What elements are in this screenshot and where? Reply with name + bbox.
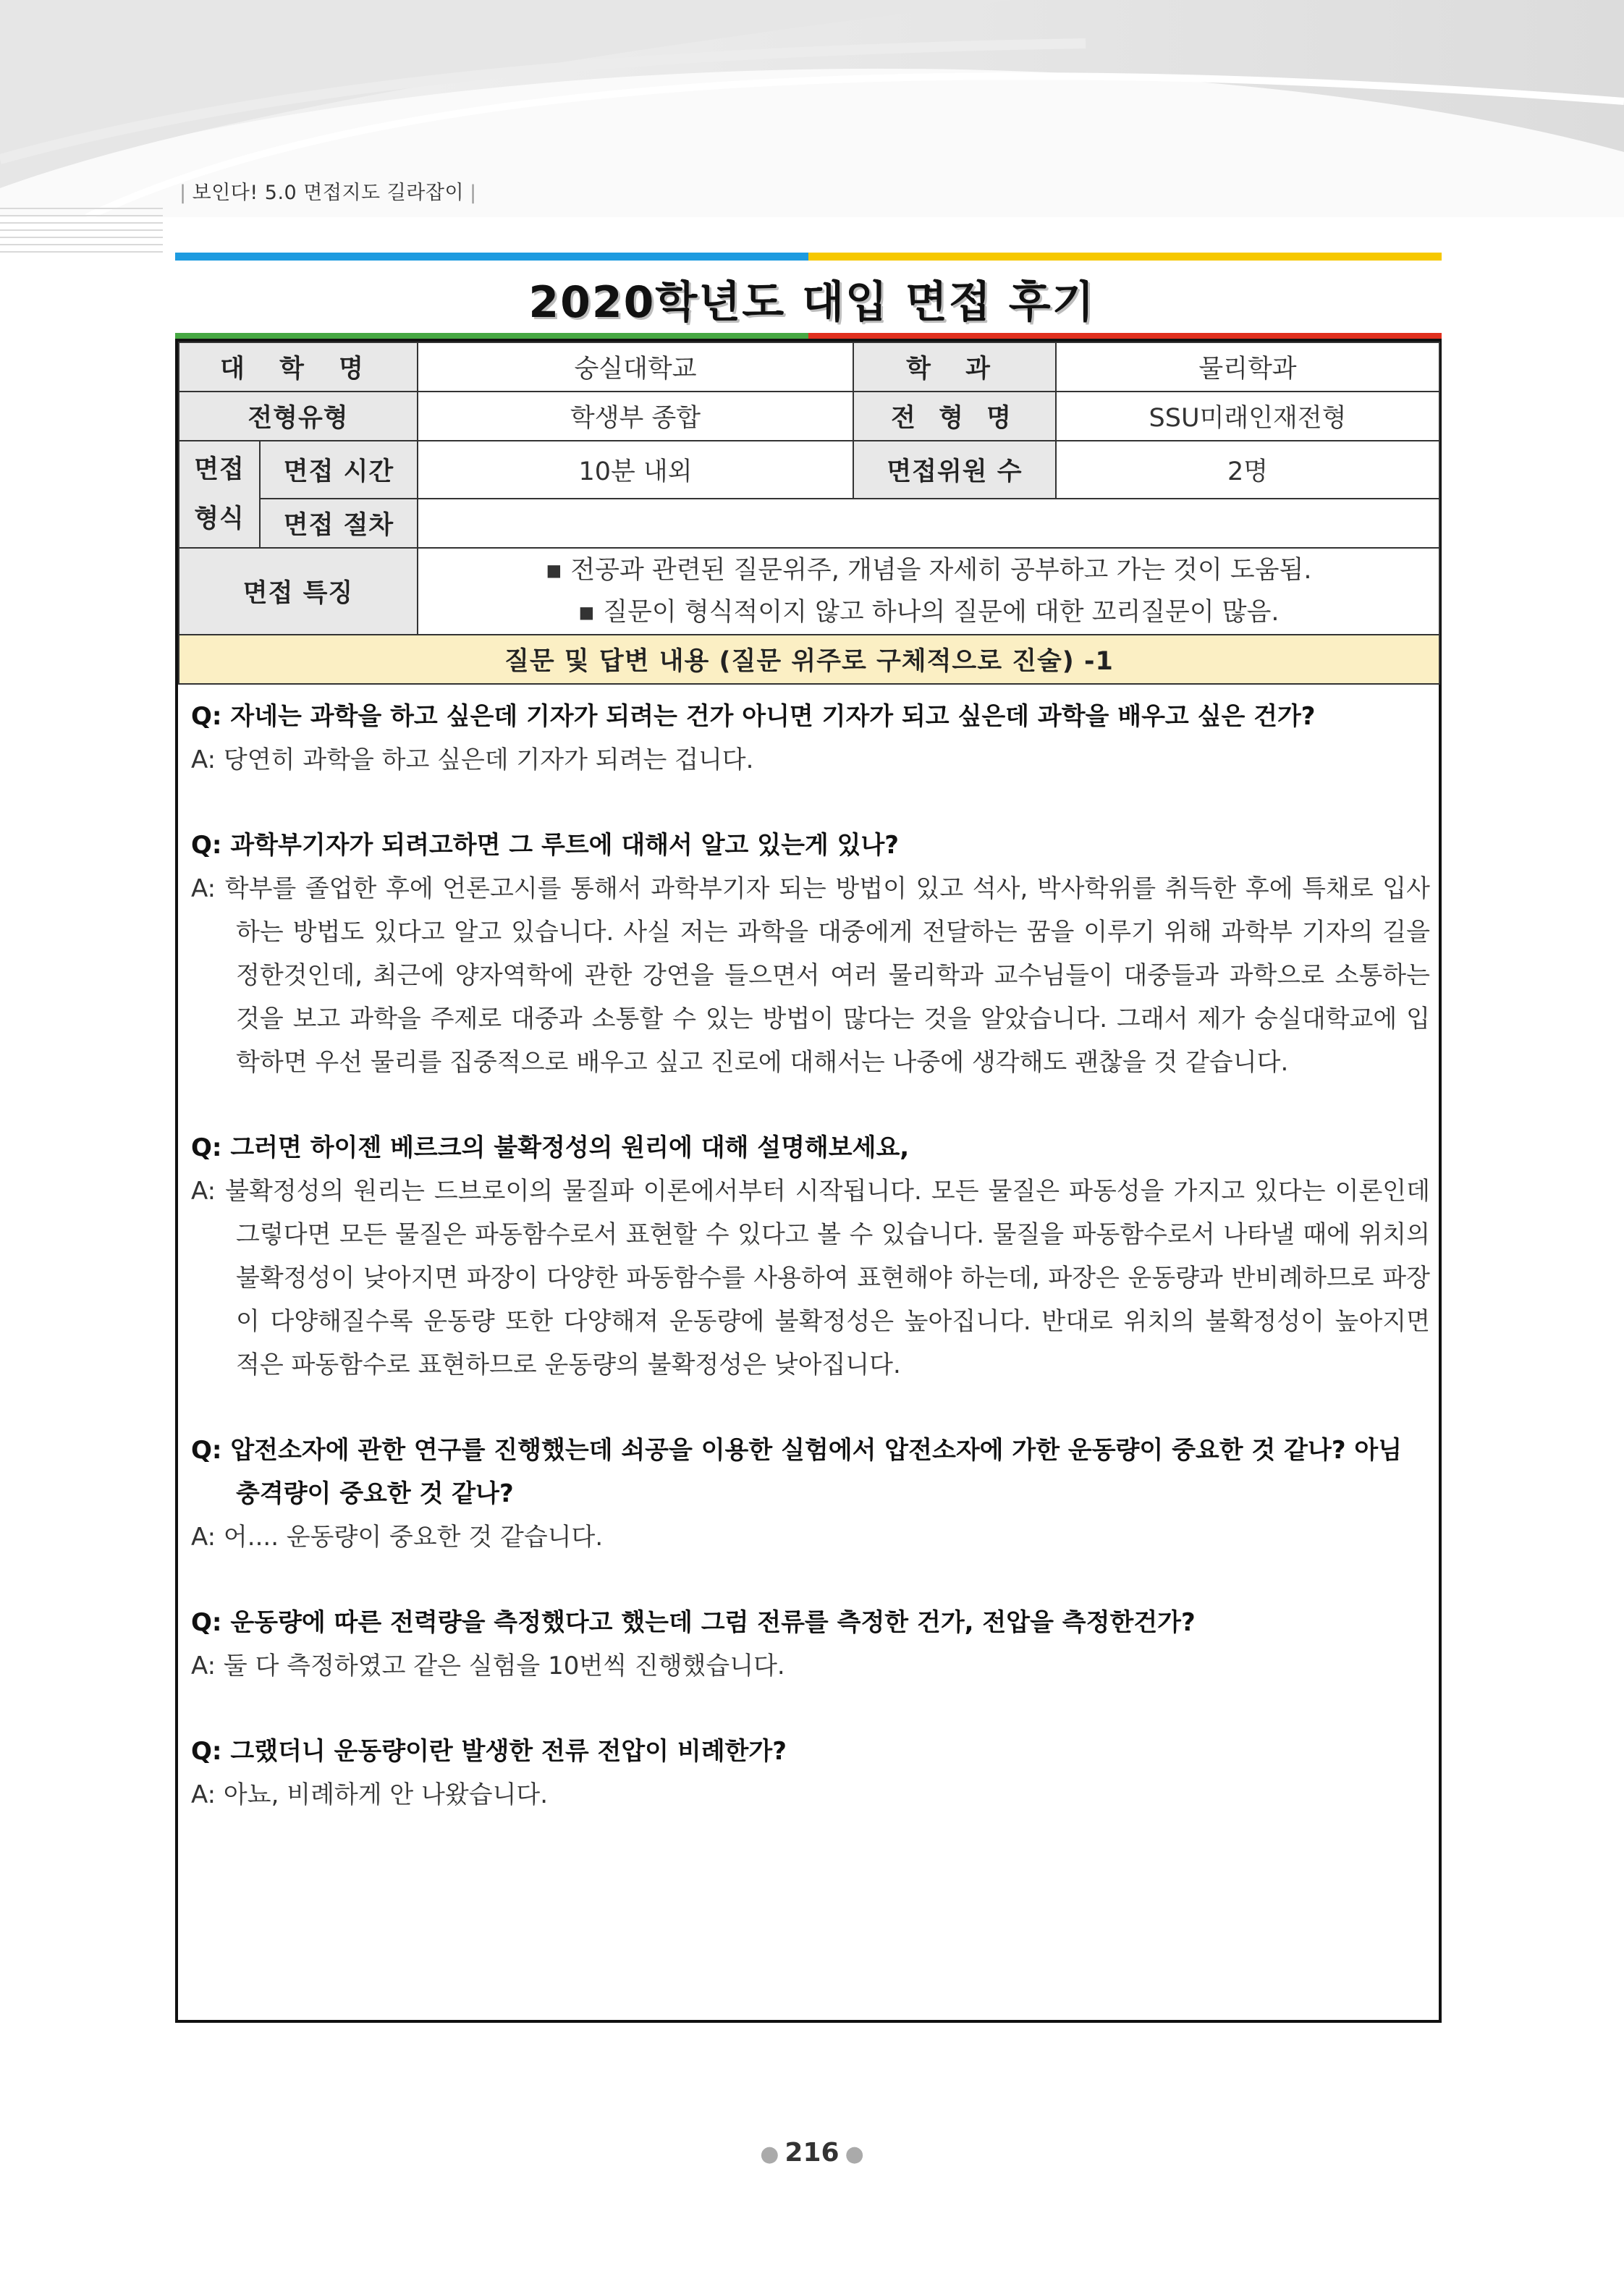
time-label: 면접 시간	[260, 441, 418, 499]
name-value: SSU미래인재전형	[1056, 392, 1439, 441]
document-title: 2020학년도 대입 면접 후기	[528, 277, 1096, 328]
color-bar-bottom	[175, 333, 1442, 339]
qa-item	[191, 695, 1430, 782]
type-label: 전형유형	[179, 392, 418, 441]
univ-label: 대 학 명	[179, 342, 418, 392]
color-bar-top	[175, 253, 1442, 261]
answer: A: 불확정성의 원리는 드브로이의 물질파 이론에서부터 시작됩니다. 모든 물질은 파동성을 가지고 있다는 이론인데 그렇다면 모든 물질은 파동함수로서 표현할 수 있다고 볼 수 있습니다. 물질을 파동함수로서 나타낼 때에 위치의 불확정성이 낮아지면 파장이 다양한 파동함수를 사용하여 표현해야 하는데, 파장은 운동량과 반비례하므로 파장이 다양해질수록 운동량 또한 다양해져 운동량에 불확정성은 높아집니다. 반대로 위치의 불확정성이 높아지면 적은 파동함수로 표현하므로 운동량의 불확정성은 낮아집니다.	[191, 1177, 1430, 1379]
format-label: 면접 형식	[179, 441, 260, 548]
question: Q: 압전소자에 관한 연구를 진행했는데 쇠공을 이용한 실험에서 압전소자에 가한 운동량이 중요한 것 같나? 아님 충격량이 중요한 것 같나?	[191, 1436, 1403, 1508]
dept-value: 물리학과	[1056, 342, 1439, 392]
qa-list	[178, 685, 1439, 1817]
question: Q: 그랬더니 운동량이란 발생한 전류 전압이 비례한가?	[191, 1737, 787, 1766]
answer: A: 학부를 졸업한 후에 언론고시를 통해서 과학부기자 되는 방법이 있고 석사, 박사학위를 취득한 후에 특채로 입사하는 방법도 있다고 알고 있습니다. 사실 저는 과학을 대중에게 전달하는 꿈을 이루기 위해 과학부 기자의 길을 정한것인데, 최근에 양자역학에 관한 강연을 들으면서 여러 물리학과 교수님들이 대중들과 과학으로 소통하는 것을 보고 과학을 주제로 대중과 소통할 수 있는 방법이 많다는 것을 알았습니다. 그래서 제가 숭실대학교에 입학하면 우선 물리를 집중적으로 배우고 싶고 진로에 대해서는 나중에 생각해도 괜찮을 것 같습니다.	[191, 874, 1430, 1077]
qa-item	[191, 1126, 1430, 1387]
time-value: 10분 내외	[418, 441, 853, 499]
panel-label: 면접위원 수	[853, 441, 1056, 499]
question: Q: 운동량에 따른 전력량을 측정했다고 했는데 그럼 전류를 측정한 건가, 전압을 측정한건가?	[191, 1608, 1196, 1637]
dot-icon: ●	[845, 2141, 864, 2167]
procedure-value	[418, 499, 1439, 548]
answer: A: 둘 다 측정하였고 같은 실험을 10번씩 진행했습니다.	[191, 1652, 785, 1680]
qa-item	[191, 1429, 1430, 1559]
bullet-icon: ▪	[578, 598, 604, 627]
interview-info-table	[178, 342, 1440, 685]
name-label: 전 형 명	[853, 392, 1056, 441]
section-title: 질문 및 답변 내용 (질문 위주로 구체적으로 진술) -1	[179, 635, 1439, 684]
features-label: 면접 특징	[179, 548, 418, 635]
dept-label: 학 과	[853, 342, 1056, 392]
type-value: 학생부 종합	[418, 392, 853, 441]
answer: A: 당연히 과학을 하고 싶은데 기자가 되려는 겁니다.	[191, 745, 754, 774]
procedure-label: 면접 절차	[260, 499, 418, 548]
review-frame	[175, 339, 1442, 2023]
univ-value: 숭실대학교	[418, 342, 853, 392]
divider-mark: |	[179, 182, 187, 204]
running-head	[174, 177, 483, 205]
bullet-icon: ▪	[545, 556, 571, 585]
feature-item: ▪ 전공과 관련된 질문위주, 개념을 자세히 공부하고 가는 것이 도움됨.	[545, 556, 1312, 585]
question: Q: 자네는 과학을 하고 싶은데 기자가 되려는 건가 아니면 기자가 되고 싶은데 과학을 배우고 싶은 건가?	[191, 702, 1316, 731]
dot-icon: ●	[760, 2141, 779, 2167]
panel-value: 2명	[1056, 441, 1439, 499]
feature-item: ▪ 질문이 형식적이지 않고 하나의 질문에 대한 꼬리질문이 많음.	[578, 598, 1280, 627]
running-head-text: 보인다! 5.0 면접지도 길라잡이	[192, 182, 465, 204]
qa-item	[191, 1730, 1430, 1817]
page-number: ● 216 ●	[760, 2138, 864, 2168]
features-list	[418, 548, 1439, 635]
qa-item	[191, 1601, 1430, 1688]
question: Q: 과학부기자가 되려고하면 그 루트에 대해서 알고 있는게 있나?	[191, 831, 900, 860]
divider-mark: |	[470, 182, 477, 204]
answer: A: 아뇨, 비례하게 안 나왔습니다.	[191, 1780, 549, 1809]
answer: A: 어.... 운동량이 중요한 것 같습니다.	[191, 1523, 604, 1552]
decorative-stripes	[0, 204, 163, 255]
qa-item	[191, 824, 1430, 1084]
question: Q: 그러면 하이젠 베르크의 불확정성의 원리에 대해 설명해보세요,	[191, 1133, 910, 1162]
